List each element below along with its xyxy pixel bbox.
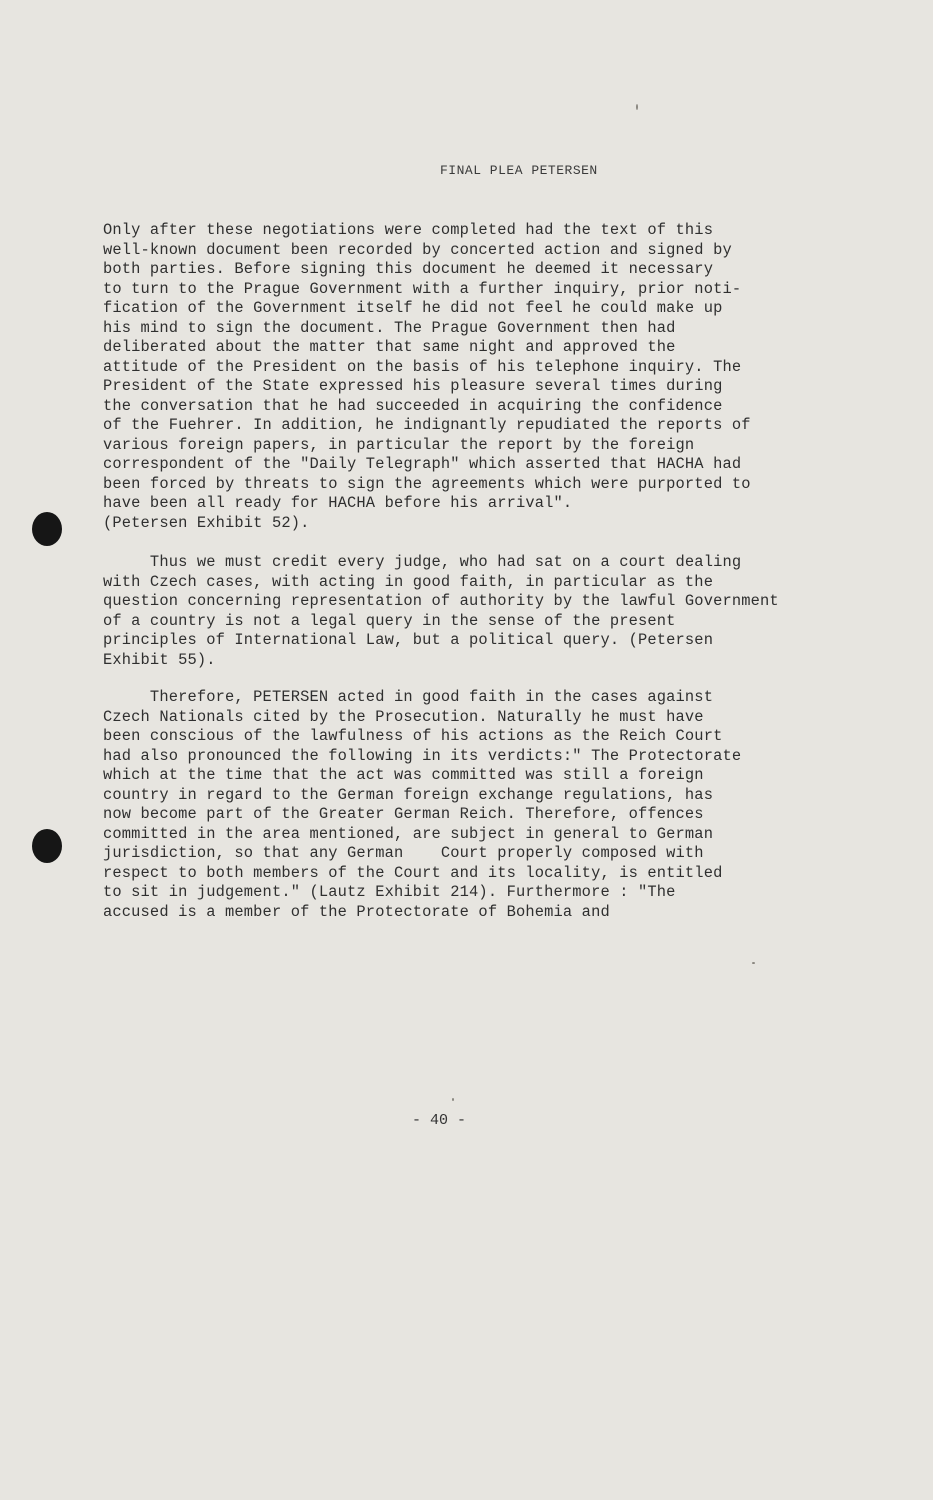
punch-hole bbox=[32, 829, 62, 863]
text-line: attitude of the President on the basis of his telephone inquiry. The bbox=[103, 357, 742, 376]
punch-hole bbox=[32, 512, 62, 546]
text-line: been conscious of the lawfulness of his actions as the Reich Court bbox=[103, 727, 723, 745]
text-line: the conversation that he had succeeded in acquiring the confidence bbox=[103, 396, 723, 415]
text-line: Exhibit 55). bbox=[103, 650, 216, 669]
paper-speck bbox=[752, 962, 755, 964]
text-line: (Petersen Exhibit 52). bbox=[103, 513, 310, 532]
text-line: fication of the Government itself he did not feel he could make up bbox=[103, 299, 723, 317]
text-line: Czech Nationals cited by the Prosecution. Naturally he must have bbox=[103, 707, 704, 726]
text-line: Therefore, PETERSEN acted in good faith in the cases against bbox=[103, 688, 714, 706]
text-line: question concerning representation of authority by the lawful Government bbox=[103, 592, 779, 610]
page-number: - 40 - bbox=[412, 1112, 467, 1129]
text-line: Only after these negotiations were completed had the text of this bbox=[103, 221, 714, 239]
text-line: his mind to sign the document. The Prague Government then had bbox=[103, 318, 676, 337]
text-line: to turn to the Prague Government with a further inquiry, prior noti- bbox=[103, 279, 742, 298]
text-line: correspondent of the "Daily Telegraph" which asserted that HACHA had bbox=[103, 455, 742, 473]
text-line: principles of International Law, but a political query. (Petersen bbox=[103, 631, 714, 649]
page-header: FINAL PLEA PETERSEN bbox=[440, 163, 598, 178]
text-line: well-known document been recorded by concerted action and signed by bbox=[103, 240, 732, 259]
text-line: country in regard to the German foreign exchange regulations, has bbox=[103, 785, 714, 804]
text-line: which at the time that the act was committed was still a foreign bbox=[103, 766, 704, 784]
text-line: of the Fuehrer. In addition, he indignantly repudiated the reports of bbox=[103, 416, 751, 434]
text-line: committed in the area mentioned, are subject in general to German bbox=[103, 824, 714, 843]
text-line: Thus we must credit every judge, who had sat on a court dealing bbox=[103, 553, 742, 571]
text-line: been forced by threats to sign the agreements which were purported to bbox=[103, 474, 751, 493]
paragraph bbox=[103, 553, 803, 670]
text-line: with Czech cases, with acting in good faith, in particular as the bbox=[103, 572, 714, 591]
paragraph bbox=[103, 688, 803, 922]
paper-speck bbox=[636, 104, 638, 110]
text-line: respect to both members of the Court and its locality, is entitled bbox=[103, 863, 723, 882]
text-line: had also pronounced the following in its verdicts:" The Protectorate bbox=[103, 746, 742, 765]
text-line: to sit in judgement." (Lautz Exhibit 214). Furthermore : "The bbox=[103, 883, 676, 901]
text-line: now become part of the Greater German Reich. Therefore, offences bbox=[103, 805, 704, 823]
paper-speck bbox=[452, 1098, 454, 1101]
text-line: both parties. Before signing this document he deemed it necessary bbox=[103, 260, 714, 278]
text-line: various foreign papers, in particular the report by the foreign bbox=[103, 435, 695, 454]
paragraph bbox=[103, 221, 803, 533]
text-line: accused is a member of the Protectorate of Bohemia and bbox=[103, 902, 610, 921]
text-line: deliberated about the matter that same night and approved the bbox=[103, 338, 676, 356]
text-line: have been all ready for HACHA before his arrival". bbox=[103, 494, 573, 512]
text-line: jurisdiction, so that any German Court properly composed with bbox=[103, 844, 704, 862]
text-line: President of the State expressed his pleasure several times during bbox=[103, 377, 723, 395]
text-line: of a country is not a legal query in the sense of the present bbox=[103, 611, 676, 630]
